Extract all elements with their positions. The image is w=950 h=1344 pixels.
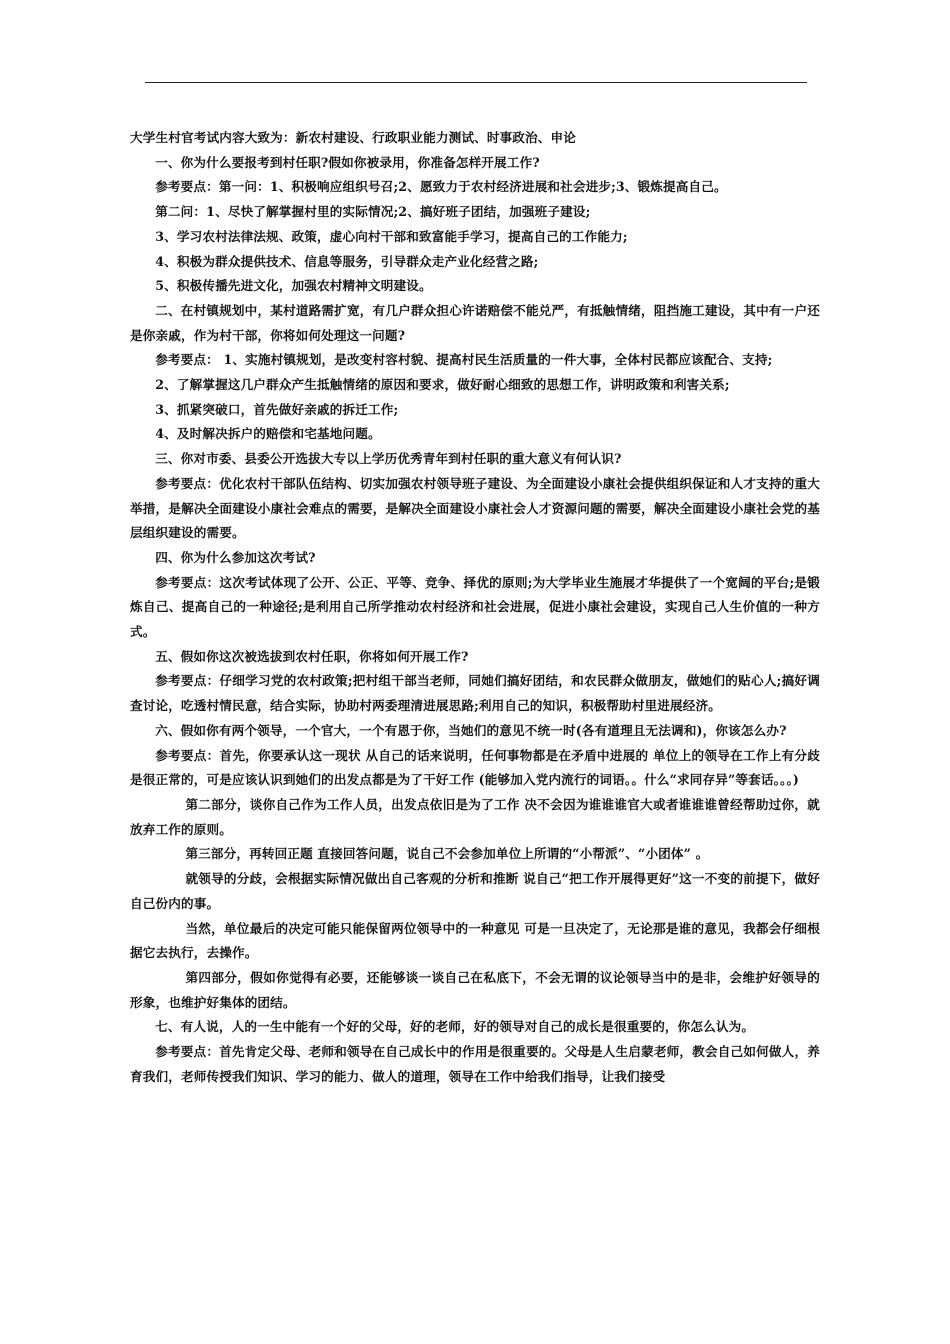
paragraph: 五、假如你这次被选拔到农村任职，你将如何开展工作?: [155, 648, 469, 664]
paragraph: 参考要点：这次考试体现了公开、公正、平等、竞争、择优的原则;为大学毕业生施展才华提供了一个宽阔的平台;是锻炼自己、提高自己的一种途径;是利用自己所学推动农村经济和社会进展，促进小康社会建设，实现自己人生价值的一种方式。: [130, 574, 820, 640]
paragraph: 参考要点：首先，你要承认这一现状 从自己的话来说明，任何事物都是在矛盾中进展的 单位上的领导在工作上有分歧是很正常的，可是应该认识到她们的出发点都是为了干好工作 (能够加入党内流行的词语。。什么“求同存异”等套话。。。): [130, 747, 820, 788]
paragraph: 4、及时解决拆户的赔偿和宅基地问题。: [155, 426, 381, 442]
paragraph: 当然，单位最后的决定可能只能保留两位领导中的一种意见 可是一旦决定了，无论那是谁的意见，我都会仔细根据它去执行，去操作。: [130, 920, 820, 961]
paragraph: 一、你为什么要报考到村任职?假如你被录用，你准备怎样开展工作?: [155, 154, 540, 170]
paragraph: 第四部分，假如你觉得有必要，还能够谈一谈自己在私底下，不会无谓的议论领导当中的是非，会维护好领导的形象，也维护好集体的团结。: [130, 969, 820, 1010]
paragraph: 参考要点：仔细学习党的农村政策;把村组干部当老师，同她们搞好团结，和农民群众做朋友，做她们的贴心人;搞好调查讨论，吃透村情民意，结合实际，协助村两委理清进展思路;利用自己的知识，积极帮助村里进展经济。: [130, 673, 820, 714]
paragraph: 参考要点：第一问：1、积极响应组织号召;2、愿致力于农村经济进展和社会进步;3、锻炼提高自己。: [155, 179, 727, 195]
paragraph: 3、学习农村法律法规、政策，虚心向村干部和致富能手学习，提高自己的工作能力;: [155, 228, 628, 244]
paragraph: 六、假如你有两个领导，一个官大，一个有恩于你，当她们的意见不统一时(各有道理且无法调和)，你该怎么办?: [155, 722, 787, 738]
paragraph: 七、有人说，人的一生中能有一个好的父母，好的老师，好的领导对自己的成长是很重要的，你怎么认为。: [155, 1019, 755, 1035]
paragraph: 四、你为什么参加这次考试?: [155, 549, 316, 565]
paragraph: 就领导的分歧，会根据实际情况做出自己客观的分析和推断 说自己“把工作开展得更好”这一不变的前提下，做好自己份内的事。: [130, 871, 820, 911]
paragraph: 3、抓紧突破口，首先做好亲戚的拆迁工作;: [155, 401, 399, 417]
paragraph: 参考要点：首先肯定父母、老师和领导在自己成长中的作用是很重要的。父母是人生启蒙老师，教会自己如何做人，养育我们，老师传授我们知识、学习的能力、做人的道理，领导在工作中给我们指导，让我们接受: [130, 1044, 820, 1084]
header-rule: [145, 82, 807, 83]
document-body: [130, 126, 820, 1089]
paragraph: 参考要点： 1、实施村镇规划，是改变村容村貌、提高村民生活质量的一件大事，全体村民都应该配合、支持;: [155, 352, 773, 368]
paragraph: 5、积极传播先进文化，加强农村精神文明建设。: [155, 278, 432, 294]
paragraph: 第三部分，再转回正题 直接回答问题，说自己不会参加单位上所谓的“小帮派”、“小团体” 。: [185, 846, 709, 862]
paragraph: 大学生村官考试内容大致为：新农村建设、行政职业能力测试、时事政治、申论: [130, 130, 577, 145]
paragraph: 三、你对市委、县委公开选拔大专以上学历优秀青年到村任职的重大意义有何认识?: [155, 451, 622, 467]
paragraph: 第二问：1、尽快了解掌握村里的实际情况;2、搞好班子团结，加强班子建设;: [155, 204, 591, 220]
paragraph: 二、在村镇规划中，某村道路需扩宽，有几户群众担心许诺赔偿不能兑严，有抵触情绪，阻挡施工建设，其中有一户还是你亲戚，作为村干部，你将如何处理这一问题?: [130, 302, 820, 343]
paragraph: 参考要点：优化农村干部队伍结构、切实加强农村领导班子建设、为全面建设小康社会提供组织保证和人才支持的重大举措，是解决全面建设小康社会难点的需要，是解决全面建设小康社会人才资源问题的需要，解决全面建设小康社会党的基层组织建设的需要。: [130, 475, 820, 541]
paragraph: 第二部分，谈你自己作为工作人员，出发点依旧是为了工作 决不会因为谁谁谁官大或者谁谁谁曾经帮助过你，就放弃工作的原则。: [130, 796, 820, 837]
paragraph: 4、积极为群众提供技术、信息等服务，引导群众走产业化经营之路;: [155, 253, 539, 269]
paragraph: 2、了解掌握这几户群众产生抵触情绪的原因和要求，做好耐心细致的思想工作，讲明政策和利害关系;: [155, 377, 730, 393]
